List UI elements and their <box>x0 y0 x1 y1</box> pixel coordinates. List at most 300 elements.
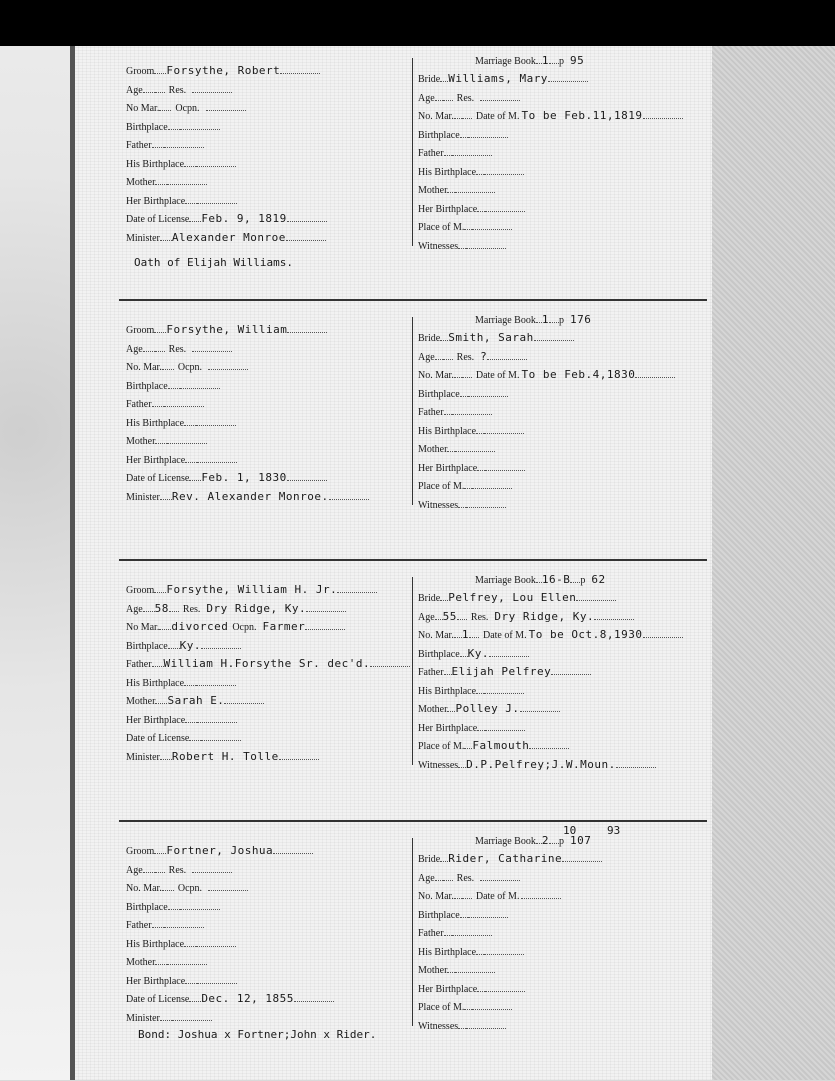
field-label: Res. <box>168 343 187 355</box>
dotted-rule <box>455 184 495 193</box>
dotted-rule <box>184 417 196 426</box>
field-label: Her Birthplace <box>126 975 186 987</box>
dotted-rule <box>462 110 472 119</box>
field-his-birthplace <box>126 937 236 950</box>
dotted-rule <box>452 406 492 415</box>
field-value: Farmer <box>262 620 306 633</box>
field-label: Groom <box>126 585 155 596</box>
field-label: Ocpn. <box>177 883 203 894</box>
dotted-rule <box>155 956 167 965</box>
dotted-rule <box>143 84 155 93</box>
field-label: Minister <box>126 491 160 503</box>
field-label: Mother <box>418 444 448 455</box>
dotted-rule <box>469 629 479 638</box>
dotted-rule <box>159 102 171 111</box>
field-label: Her Birthplace <box>418 203 478 215</box>
field-g-nomar <box>126 101 246 114</box>
scan-top-border <box>0 0 835 46</box>
dotted-rule <box>192 864 232 873</box>
dotted-rule <box>466 499 506 508</box>
dotted-rule <box>476 946 484 955</box>
field-label: Minister <box>126 232 160 244</box>
field-b-his-birthplace <box>418 684 524 697</box>
field-label: Birthplace <box>126 121 168 133</box>
dotted-rule <box>468 129 508 138</box>
dotted-rule <box>529 740 569 749</box>
field-mother <box>126 175 207 188</box>
field-label: Res. <box>182 603 201 615</box>
field-label: Father <box>126 140 152 151</box>
dotted-rule <box>447 443 455 452</box>
field-value: Ky. <box>467 646 490 660</box>
dotted-rule <box>154 324 166 333</box>
dotted-rule <box>159 621 171 630</box>
dotted-rule <box>155 695 167 704</box>
dotted-rule <box>286 232 326 241</box>
field-label: His Birthplace <box>418 685 477 697</box>
field-b-age <box>418 91 520 104</box>
field-label: Res. <box>456 92 475 104</box>
field-his-birthplace <box>126 416 236 429</box>
field-label: Witnesses <box>418 1020 459 1032</box>
dotted-rule <box>455 443 495 452</box>
field-label: Age <box>418 92 435 104</box>
field-b-his-birthplace <box>418 945 524 958</box>
dotted-rule <box>155 864 165 873</box>
field-witnesses <box>418 498 506 511</box>
field-b-father <box>418 405 492 418</box>
field-label: Res. <box>168 864 187 876</box>
field-label: Witnesses <box>418 240 459 252</box>
dotted-rule <box>549 835 559 844</box>
field-label: Birthplace <box>418 648 460 660</box>
column-divider <box>412 58 413 246</box>
field-value: Feb. 1, 1830 <box>201 471 287 484</box>
dotted-rule <box>476 166 484 175</box>
dotted-rule <box>476 685 484 694</box>
dotted-rule <box>480 92 520 101</box>
page-number-above: 93 <box>607 824 621 837</box>
dotted-rule <box>152 139 164 148</box>
dotted-rule <box>594 611 634 620</box>
dotted-rule <box>143 603 155 612</box>
field-label: His Birthplace <box>418 166 477 178</box>
field-label: Bride <box>418 854 441 865</box>
field-his-birthplace <box>126 676 236 689</box>
dotted-rule <box>643 110 683 119</box>
field-bride <box>418 72 588 85</box>
field-place <box>418 1000 512 1013</box>
field-label: Father <box>418 148 444 159</box>
record-divider <box>119 820 707 822</box>
field-b-mother <box>418 963 495 976</box>
field-label: Date of License <box>126 733 190 744</box>
field-bride <box>418 852 602 865</box>
field-label: Groom <box>126 66 155 77</box>
dotted-rule <box>447 964 455 973</box>
field-label: His Birthplace <box>126 677 185 689</box>
field-b-his-birthplace <box>418 165 524 178</box>
dotted-rule <box>152 398 164 407</box>
dotted-rule <box>485 983 525 992</box>
field-g-birthplace <box>126 639 241 652</box>
field-label: No. Mar. <box>418 370 454 381</box>
field-label: Res. <box>470 611 489 623</box>
dotted-rule <box>162 361 174 370</box>
field-label: No. Mar. <box>418 891 454 902</box>
dotted-rule <box>435 92 443 101</box>
field-value: Forsythe, William <box>166 323 288 336</box>
field-b-age <box>418 610 634 623</box>
field-minister <box>126 750 319 763</box>
field-label: Her Birthplace <box>126 195 186 207</box>
book-number: 1 <box>541 54 549 67</box>
dotted-rule <box>168 380 180 389</box>
dotted-rule <box>180 121 220 130</box>
dotted-rule <box>208 361 248 370</box>
field-b-father <box>418 665 591 678</box>
field-b-his-birthplace <box>418 424 524 437</box>
dotted-rule <box>616 759 656 768</box>
book-number-above: 10 <box>563 824 577 837</box>
dotted-rule <box>189 213 201 222</box>
dotted-rule <box>576 592 616 601</box>
dotted-rule <box>443 92 453 101</box>
field-value: To be Feb.11,1819 <box>521 109 643 122</box>
record-note: Bond: Joshua x Fortner;John x Rider. <box>138 1028 377 1041</box>
field-label: Res. <box>168 84 187 96</box>
dotted-rule <box>196 158 236 167</box>
field-label: Father <box>418 407 444 418</box>
field-value: Rider, Catharine <box>448 852 563 865</box>
field-label: Bride <box>418 333 441 344</box>
field-label: No Mar. <box>126 103 160 114</box>
dotted-rule <box>477 722 485 731</box>
dotted-rule <box>168 121 180 130</box>
field-label: Mother <box>126 696 156 707</box>
dotted-rule <box>485 462 525 471</box>
dotted-rule <box>279 751 319 760</box>
dotted-rule <box>521 890 561 899</box>
field-value: Williams, Mary <box>448 72 548 85</box>
dotted-rule <box>143 864 155 873</box>
book-number: 16-B <box>541 573 571 586</box>
field-value: William H.Forsythe Sr. dec'd. <box>163 657 371 670</box>
field-value: Feb. 9, 1819 <box>201 212 287 225</box>
dotted-rule <box>435 872 443 881</box>
field-label: Ocpn. <box>175 103 200 114</box>
dotted-rule <box>206 102 246 111</box>
dotted-rule <box>484 166 524 175</box>
field-label: Father <box>418 667 444 678</box>
field-label: Date of License <box>126 994 190 1005</box>
field-label: Her Birthplace <box>126 454 186 466</box>
field-label: Age <box>126 603 143 615</box>
field-value: Elijah Pelfrey <box>451 665 552 678</box>
field-label: Date of M. <box>475 891 520 902</box>
field-b-birthplace <box>418 128 508 141</box>
field-g-age <box>126 342 232 355</box>
field-label: Place of M. <box>418 741 465 752</box>
scan-margin-right <box>712 46 835 1080</box>
dotted-rule <box>477 462 485 471</box>
dotted-rule <box>160 232 172 241</box>
dotted-rule <box>444 406 452 415</box>
dotted-rule <box>458 499 466 508</box>
field-label: No. Mar. <box>126 362 162 373</box>
dotted-rule <box>466 240 506 249</box>
field-value: Alexander Monroe <box>171 230 286 244</box>
page-label: p <box>580 575 586 586</box>
dotted-rule <box>287 324 327 333</box>
book-number: 1 <box>541 313 549 326</box>
field-g-birthplace <box>126 379 220 392</box>
field-minister <box>126 1011 212 1024</box>
page-number: 95 <box>569 54 585 67</box>
field-label: Place of M. <box>418 481 465 492</box>
field-mother <box>126 434 207 447</box>
field-father <box>126 138 204 151</box>
field-label: Ocpn. <box>177 362 203 373</box>
field-label: Marriage Book <box>475 56 536 67</box>
dotted-rule <box>485 722 525 731</box>
field-label: Birthplace <box>126 380 168 392</box>
field-value: Robert H. Tolle <box>171 749 279 763</box>
dotted-rule <box>273 845 313 854</box>
field-label: Father <box>126 659 152 670</box>
page-number: 107 <box>569 834 592 847</box>
field-label: Date of M. <box>475 370 520 381</box>
field-b-birthplace <box>418 908 508 921</box>
field-label: No Mar. <box>126 622 160 633</box>
field-value: Dry Ridge, Ky. <box>494 609 595 623</box>
dotted-rule <box>635 369 675 378</box>
field-father <box>126 657 410 670</box>
field-g-nomar <box>126 620 345 633</box>
record-divider <box>119 299 707 301</box>
page-number: 62 <box>591 573 606 586</box>
dotted-rule <box>562 853 602 862</box>
field-b-mother <box>418 442 495 455</box>
field-label: Res. <box>456 872 475 884</box>
field-value: 58 <box>154 601 169 615</box>
dotted-rule <box>444 147 452 156</box>
field-b-nomar <box>418 109 683 122</box>
field-label: Age <box>418 611 435 623</box>
dotted-rule <box>570 574 580 583</box>
dotted-rule <box>201 732 241 741</box>
field-father <box>126 918 204 931</box>
field-father <box>126 397 204 410</box>
field-label: Father <box>126 399 152 410</box>
field-label: Bride <box>418 593 441 604</box>
field-label: His Birthplace <box>126 417 185 429</box>
field-label: Minister <box>126 1012 160 1024</box>
dotted-rule <box>452 927 492 936</box>
dotted-rule <box>185 195 197 204</box>
field-label: Her Birthplace <box>418 983 478 995</box>
field-label: Date of License <box>126 214 190 225</box>
field-b-her-birthplace <box>418 982 525 995</box>
dotted-rule <box>452 147 492 156</box>
dotted-rule <box>180 380 220 389</box>
field-g-age <box>126 863 232 876</box>
dotted-rule <box>164 398 204 407</box>
field-her-birthplace <box>126 194 237 207</box>
field-b-nomar <box>418 628 683 641</box>
field-witnesses <box>418 758 656 771</box>
field-label: No. Mar. <box>126 883 162 894</box>
field-value: ? <box>480 349 488 363</box>
dotted-rule <box>167 956 207 965</box>
field-place <box>418 220 512 233</box>
field-label: Birthplace <box>418 909 460 921</box>
field-label: Birthplace <box>418 388 460 400</box>
page-label: p <box>558 315 564 326</box>
field-value: Falmouth <box>472 739 530 752</box>
record-divider <box>119 559 707 561</box>
dotted-rule <box>484 425 524 434</box>
marriage-book-ref <box>475 313 591 326</box>
marriage-book-ref <box>475 573 606 586</box>
dotted-rule <box>305 621 345 630</box>
dotted-rule <box>294 993 334 1002</box>
page-label: p <box>558 56 564 67</box>
dotted-rule <box>172 1012 212 1021</box>
field-label: No. Mar. <box>418 630 454 641</box>
field-b-nomar <box>418 368 675 381</box>
field-place <box>418 739 569 752</box>
dotted-rule <box>155 176 167 185</box>
field-value: To be Feb.4,1830 <box>521 368 636 381</box>
dotted-rule <box>155 84 165 93</box>
field-b-her-birthplace <box>418 721 525 734</box>
dotted-rule <box>458 240 466 249</box>
dotted-rule <box>472 1001 512 1010</box>
dotted-rule <box>435 611 443 620</box>
dotted-rule <box>189 732 201 741</box>
field-label: Marriage Book <box>475 315 536 326</box>
dotted-rule <box>185 975 197 984</box>
dotted-rule <box>196 677 236 686</box>
field-g-age <box>126 83 232 96</box>
dotted-rule <box>189 472 201 481</box>
field-value: Sarah E. <box>167 694 225 707</box>
field-license <box>126 992 334 1005</box>
field-label: Father <box>418 928 444 939</box>
dotted-rule <box>167 435 207 444</box>
dotted-rule <box>444 927 452 936</box>
scan-margin-left <box>0 0 70 1080</box>
dotted-rule <box>154 584 166 593</box>
dotted-rule <box>154 845 166 854</box>
field-value: Fortner, Joshua <box>166 844 274 857</box>
dotted-rule <box>208 882 248 891</box>
dotted-rule <box>197 714 237 723</box>
field-label: Date of M. <box>482 630 527 641</box>
dotted-rule <box>160 751 172 760</box>
field-value: To be Oct.8,1930 <box>528 628 643 641</box>
column-divider <box>412 317 413 505</box>
field-value: Dec. 12, 1855 <box>201 992 294 1005</box>
dotted-rule <box>154 65 166 74</box>
field-label: No. Mar. <box>418 111 454 122</box>
dotted-rule <box>464 1001 472 1010</box>
dotted-rule <box>454 890 462 899</box>
marriage-record <box>70 46 712 301</box>
field-label: Groom <box>126 325 155 336</box>
field-g-nomar <box>126 360 248 373</box>
dotted-rule <box>549 314 559 323</box>
dotted-rule <box>337 584 377 593</box>
dotted-rule <box>160 1012 172 1021</box>
field-label: His Birthplace <box>418 425 477 437</box>
dotted-rule <box>443 351 453 360</box>
field-label: Father <box>126 920 152 931</box>
field-b-her-birthplace <box>418 202 525 215</box>
field-bride <box>418 331 574 344</box>
dotted-rule <box>464 480 472 489</box>
dotted-rule <box>287 472 327 481</box>
field-label: Birthplace <box>418 129 460 141</box>
field-label: Mother <box>126 957 156 968</box>
dotted-rule <box>201 640 241 649</box>
field-label: Witnesses <box>418 499 459 511</box>
field-license <box>126 471 327 484</box>
dotted-rule <box>549 55 559 64</box>
dotted-rule <box>460 129 468 138</box>
field-label: Age <box>418 872 435 884</box>
field-mother <box>126 694 264 707</box>
dotted-rule <box>184 158 196 167</box>
dotted-rule <box>460 648 468 657</box>
field-b-father <box>418 926 492 939</box>
field-value: D.P.Pelfrey;J.W.Moun. <box>466 757 616 771</box>
dotted-rule <box>155 343 165 352</box>
field-label: Mother <box>126 177 156 188</box>
dotted-rule <box>280 65 320 74</box>
dotted-rule <box>329 491 369 500</box>
field-label: Groom <box>126 846 155 857</box>
field-minister <box>126 231 326 244</box>
dotted-rule <box>164 139 204 148</box>
dotted-rule <box>468 388 508 397</box>
field-label: Her Birthplace <box>418 462 478 474</box>
dotted-rule <box>460 388 468 397</box>
dotted-rule <box>197 454 237 463</box>
field-her-birthplace <box>126 453 237 466</box>
field-b-birthplace <box>418 387 508 400</box>
dotted-rule <box>152 658 164 667</box>
field-value: Dry Ridge, Ky. <box>206 601 307 615</box>
dotted-rule <box>196 417 236 426</box>
dotted-rule <box>484 946 524 955</box>
book-number: 2 <box>541 834 549 847</box>
field-value: divorced <box>171 620 229 633</box>
dotted-rule <box>197 195 237 204</box>
dotted-rule <box>306 603 346 612</box>
field-label: Date of M. <box>475 111 520 122</box>
field-his-birthplace <box>126 157 236 170</box>
dotted-rule <box>484 685 524 694</box>
dotted-rule <box>185 714 197 723</box>
record-note: Oath of Elijah Williams. <box>134 256 293 269</box>
field-b-nomar <box>418 889 561 902</box>
dotted-rule <box>480 872 520 881</box>
field-her-birthplace <box>126 974 237 987</box>
dotted-rule <box>477 983 485 992</box>
field-bride <box>418 591 616 604</box>
